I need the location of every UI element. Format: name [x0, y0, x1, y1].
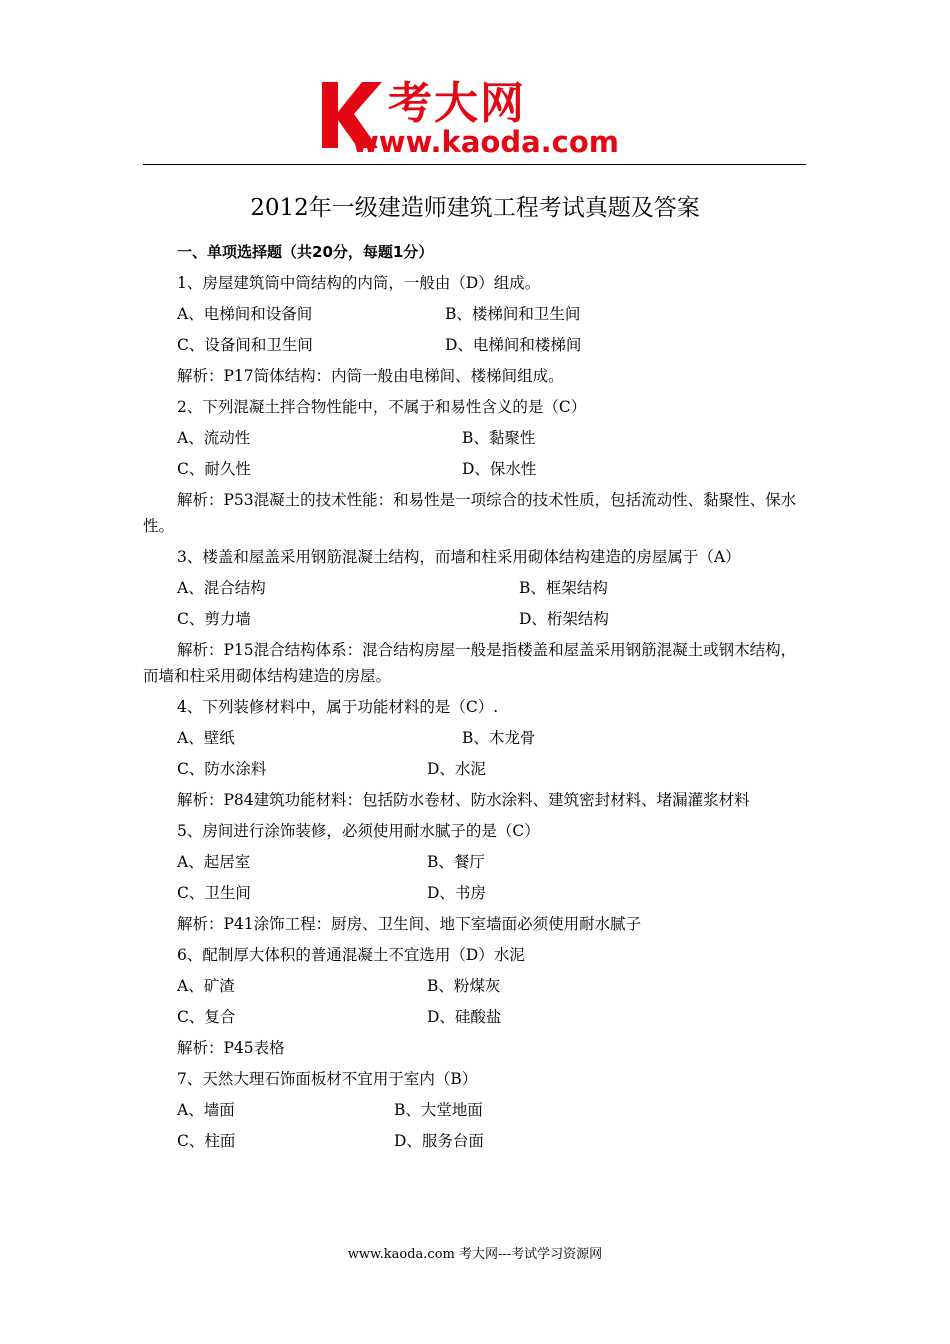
option-d: D、硅酸盐	[427, 1008, 502, 1026]
option-b: B、框架结构	[519, 579, 608, 597]
option-a: A、流动性	[177, 429, 251, 447]
option-c: C、剪力墙	[177, 610, 251, 628]
page-footer: www.kaoda.com 考大网---考试学习资源网	[347, 1247, 603, 1262]
options-row	[143, 754, 808, 785]
question-6: 6、配制厚大体积的普通混凝土不宜选用（D）水泥	[177, 946, 525, 964]
option-b: B、餐厅	[427, 853, 485, 871]
document-body	[143, 237, 808, 1157]
options-row	[143, 1095, 808, 1126]
options-row	[143, 971, 808, 1002]
option-c: C、柱面	[177, 1132, 236, 1150]
option-d: D、桁架结构	[519, 610, 609, 628]
question-1: 1、房屋建筑筒中筒结构的内筒，一般由（D）组成。	[177, 274, 541, 292]
options-row	[143, 1126, 808, 1157]
option-b: B、木龙骨	[462, 729, 536, 747]
option-c: C、耐久性	[177, 460, 251, 478]
explanation-1: 解析：P17筒体结构：内筒一般由电梯间、楼梯间组成。	[177, 367, 564, 385]
section-heading: 一、单项选择题（共20分，每题1分）	[177, 243, 434, 261]
option-a: A、混合结构	[177, 579, 266, 597]
options-row	[143, 454, 808, 485]
logo-chinese-text: 考大网	[388, 78, 526, 129]
options-row	[143, 299, 808, 330]
explanation-3: 解析：P15混合结构体系：混合结构房屋一般是指楼盖和屋盖采用钢筋混凝土或钢木结构，而墙和柱采用砌体结构建造的房屋。	[143, 641, 797, 685]
options-row	[143, 573, 808, 604]
logo-url-text: www.kaoda.com	[352, 125, 619, 159]
option-d: D、电梯间和楼梯间	[445, 336, 582, 354]
header-divider	[143, 164, 806, 165]
option-a: A、起居室	[177, 853, 251, 871]
options-row	[143, 423, 808, 454]
option-d: D、保水性	[462, 460, 537, 478]
option-c: C、防水涂料	[177, 760, 267, 778]
option-d: D、水泥	[427, 760, 486, 778]
option-b: B、黏聚性	[462, 429, 536, 447]
option-b: B、楼梯间和卫生间	[445, 305, 581, 323]
option-b: B、大堂地面	[394, 1101, 483, 1119]
option-a: A、壁纸	[177, 729, 235, 747]
options-row	[143, 847, 808, 878]
explanation-2: 解析：P53混凝土的技术性能：和易性是一项综合的技术性质，包括流动性、黏聚性、保水性。	[143, 491, 797, 535]
option-c: C、复合	[177, 1008, 236, 1026]
question-3: 3、楼盖和屋盖采用钢筋混凝土结构，而墙和柱采用砌体结构建造的房屋属于（A）	[177, 548, 741, 566]
question-7: 7、天然大理石饰面板材不宜用于室内（B）	[177, 1070, 478, 1088]
option-a: A、墙面	[177, 1101, 235, 1119]
options-row	[143, 330, 808, 361]
options-row	[143, 723, 808, 754]
option-b: B、粉煤灰	[427, 977, 501, 995]
option-a: A、电梯间和设备间	[177, 305, 313, 323]
option-c: C、卫生间	[177, 884, 251, 902]
explanation-5: 解析：P41涂饰工程：厨房、卫生间、地下室墙面必须使用耐水腻子	[177, 915, 642, 933]
option-d: D、书房	[427, 884, 486, 902]
options-row	[143, 604, 808, 635]
options-row	[143, 1002, 808, 1033]
option-a: A、矿渣	[177, 977, 235, 995]
question-2: 2、下列混凝土拌合物性能中，不属于和易性含义的是（C）	[177, 398, 587, 416]
option-c: C、设备间和卫生间	[177, 336, 313, 354]
options-row	[143, 878, 808, 909]
question-4: 4、下列装修材料中，属于功能材料的是（C）.	[177, 698, 499, 716]
explanation-6: 解析：P45表格	[177, 1039, 285, 1057]
question-5: 5、房间进行涂饰装修，必须使用耐水腻子的是（C）	[177, 822, 540, 840]
explanation-4: 解析：P84建筑功能材料：包括防水卷材、防水涂料、建筑密封材料、堵漏灌浆材料	[177, 791, 750, 809]
option-d: D、服务台面	[394, 1132, 484, 1150]
document-title: 2012年一级建造师建筑工程考试真题及答案	[250, 195, 700, 221]
